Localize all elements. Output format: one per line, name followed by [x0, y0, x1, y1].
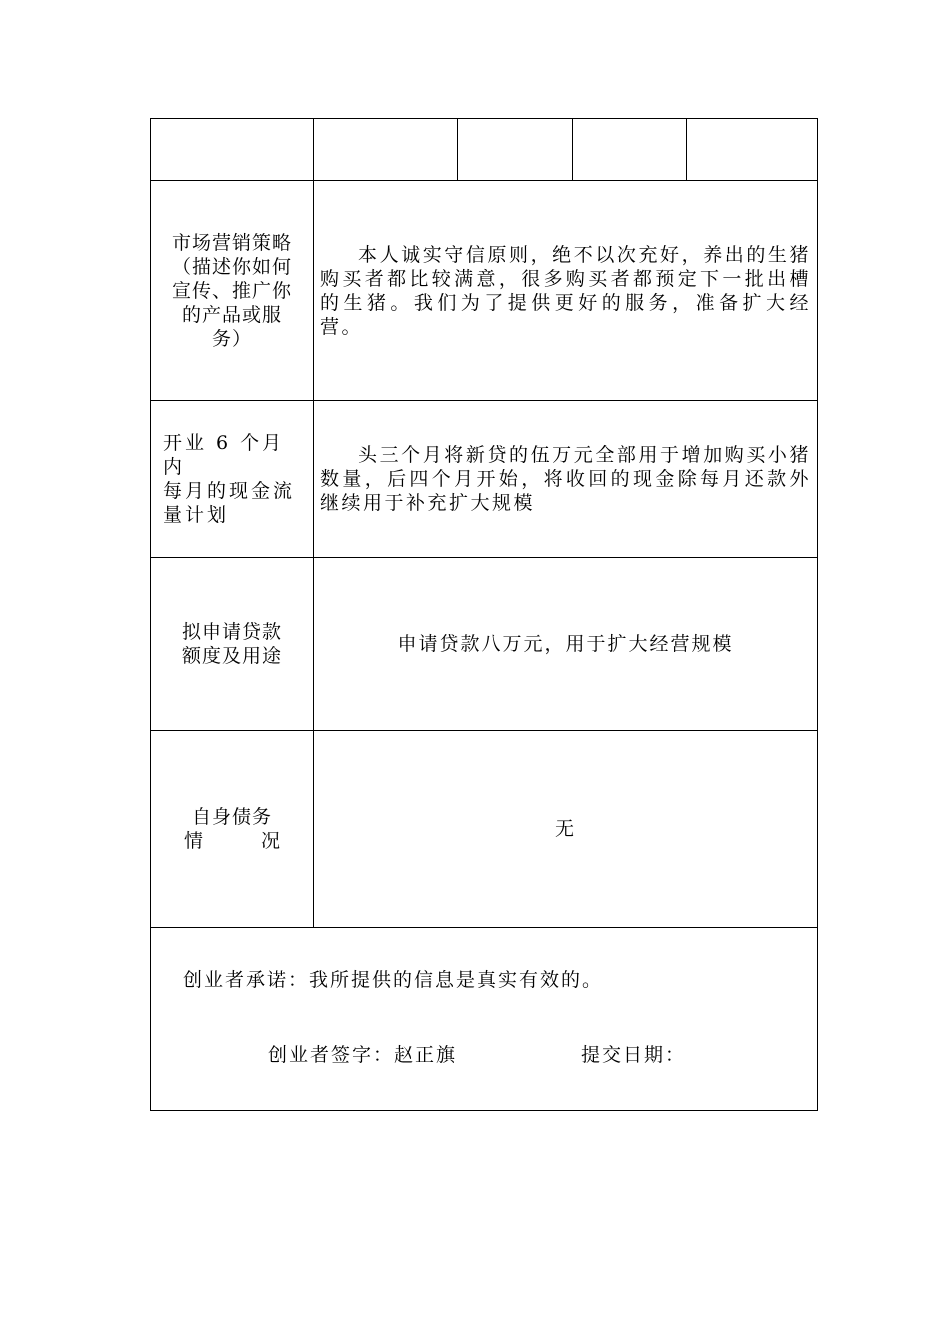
personal-debt-text: 无: [554, 818, 576, 840]
loan-request-content-cell: [314, 558, 818, 731]
personal-debt-label: [151, 731, 314, 928]
commitment-statement: 创业者承诺：我所提供的信息是真实有效的。: [183, 969, 604, 991]
cashflow-label-line: 每月的现金流: [163, 480, 296, 502]
cashflow-plan-content-cell: [314, 401, 818, 558]
marketing-strategy-content-cell: [314, 181, 818, 401]
loan-label-line: 拟申请贷款: [181, 621, 282, 643]
cashflow-label-line: 开业 6 个月内: [163, 432, 285, 478]
loan-label-line: 额度及用途: [181, 645, 282, 667]
commitment-row: [151, 928, 818, 1111]
commitment-cell: [151, 928, 818, 1111]
top-row-cell: [573, 119, 687, 181]
cashflow-label-line: 量计划: [163, 504, 230, 526]
debt-label-char: 况: [261, 830, 281, 852]
top-row-cell: [151, 119, 314, 181]
application-form-table: [150, 118, 818, 1111]
marketing-strategy-text: 本人诚实守信原则，绝不以次充好，养出的生猪购买者都比较满意，很多购买者都预定下一批出槽的生猪。我们为了提供更好的服务，准备扩大经营。: [320, 243, 811, 338]
marketing-label-line: 市场营销策略: [171, 231, 292, 254]
marketing-label-line: 的产品或服: [181, 303, 282, 326]
top-row-cell: [314, 119, 458, 181]
cashflow-plan-text: 头三个月将新贷的伍万元全部用于增加购买小猪数量，后四个月开始，将收回的现金除每月还款外继续用于补充扩大规模: [320, 444, 811, 514]
debt-label-char: 情: [183, 830, 203, 852]
top-row-cell: [687, 119, 818, 181]
marketing-label-line: 宣传、推广你: [171, 279, 292, 302]
signature-field: 创业者签字：赵正旗: [268, 1044, 458, 1066]
marketing-label-line: （描述你如何: [171, 255, 292, 278]
cashflow-plan-row: [151, 401, 818, 558]
submit-date-field: 提交日期：: [581, 1044, 687, 1066]
marketing-strategy-label: [151, 181, 314, 401]
personal-debt-row: [151, 731, 818, 928]
marketing-label-line: 务）: [211, 327, 252, 350]
loan-request-label: [151, 558, 314, 731]
marketing-strategy-row: [151, 181, 818, 401]
top-row: [151, 119, 818, 181]
loan-request-text: 申请贷款八万元，用于扩大经营规模: [397, 633, 734, 655]
top-row-cell: [458, 119, 573, 181]
loan-request-row: [151, 558, 818, 731]
personal-debt-content-cell: [314, 731, 818, 928]
cashflow-plan-label: [151, 401, 314, 558]
debt-label-line: 自身债务: [191, 806, 272, 828]
